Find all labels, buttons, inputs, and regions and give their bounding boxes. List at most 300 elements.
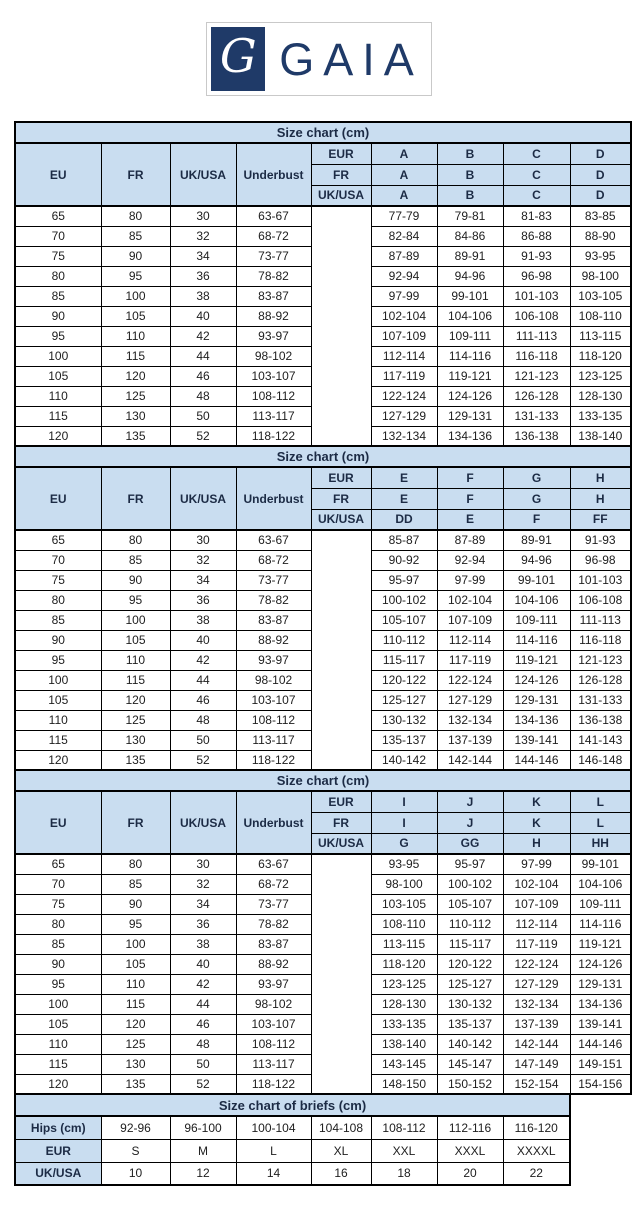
cell-ukusa: 36 (170, 914, 236, 934)
cell-cup-3: 119-121 (503, 650, 570, 670)
cell-eu: 75 (15, 246, 101, 266)
cell-cup-4: 106-108 (570, 590, 631, 610)
col-header-underbust: Underbust (236, 143, 311, 206)
cup-letter: F (437, 488, 503, 509)
cell-underbust: 78-82 (236, 914, 311, 934)
briefs-value: XXL (371, 1139, 437, 1162)
cell-eu: 65 (15, 206, 101, 226)
cell-eu: 110 (15, 710, 101, 730)
size-chart-table-2 (14, 445, 632, 771)
table-row (15, 854, 631, 874)
cell-eu: 90 (15, 630, 101, 650)
cell-ukusa: 46 (170, 690, 236, 710)
cell-underbust: 108-112 (236, 386, 311, 406)
cell-eu: 85 (15, 286, 101, 306)
cell-fr: 130 (101, 406, 170, 426)
cell-ukusa: 50 (170, 406, 236, 426)
briefs-value: 112-116 (437, 1116, 503, 1139)
briefs-value: 96-100 (170, 1116, 236, 1139)
cell-cup-2: 122-124 (437, 670, 503, 690)
cell-cup-1: 103-105 (371, 894, 437, 914)
cell-ukusa: 52 (170, 750, 236, 770)
cell-underbust: 78-82 (236, 590, 311, 610)
cell-underbust: 88-92 (236, 630, 311, 650)
spacer-cell (311, 530, 371, 770)
cup-letter: G (503, 488, 570, 509)
cell-cup-4: 88-90 (570, 226, 631, 246)
cell-cup-1: 132-134 (371, 426, 437, 446)
cell-cup-4: 138-140 (570, 426, 631, 446)
briefs-value: XXXXL (503, 1139, 570, 1162)
cell-underbust: 93-97 (236, 974, 311, 994)
col-header-fr: FR (101, 467, 170, 530)
cell-cup-1: 110-112 (371, 630, 437, 650)
cell-cup-1: 115-117 (371, 650, 437, 670)
cell-underbust: 73-77 (236, 570, 311, 590)
cell-underbust: 88-92 (236, 306, 311, 326)
cell-ukusa: 34 (170, 246, 236, 266)
cup-letter: HH (570, 833, 631, 854)
cell-ukusa: 42 (170, 326, 236, 346)
cell-underbust: 83-87 (236, 934, 311, 954)
cell-eu: 70 (15, 226, 101, 246)
size-chart-table-1 (14, 121, 632, 447)
cell-ukusa: 44 (170, 346, 236, 366)
briefs-value: 14 (236, 1162, 311, 1185)
cell-ukusa: 48 (170, 386, 236, 406)
cell-cup-1: 112-114 (371, 346, 437, 366)
cell-cup-2: 104-106 (437, 306, 503, 326)
cell-cup-2: 107-109 (437, 610, 503, 630)
header-row (15, 467, 631, 488)
briefs-value: XL (311, 1139, 371, 1162)
cell-ukusa: 46 (170, 1014, 236, 1034)
briefs-row (15, 1139, 570, 1162)
cell-cup-3: 96-98 (503, 266, 570, 286)
cell-underbust: 118-122 (236, 750, 311, 770)
cell-cup-4: 118-120 (570, 346, 631, 366)
cell-cup-2: 142-144 (437, 750, 503, 770)
cup-letter: L (570, 791, 631, 812)
cell-eu: 115 (15, 730, 101, 750)
cup-letter: FF (570, 509, 631, 530)
cell-cup-1: 148-150 (371, 1074, 437, 1094)
cell-eu: 65 (15, 530, 101, 550)
cell-eu: 75 (15, 570, 101, 590)
cell-ukusa: 34 (170, 570, 236, 590)
cell-eu: 80 (15, 266, 101, 286)
cell-fr: 115 (101, 670, 170, 690)
cell-cup-4: 93-95 (570, 246, 631, 266)
briefs-row (15, 1116, 570, 1139)
cell-cup-2: 95-97 (437, 854, 503, 874)
col-header-fr: FR (101, 143, 170, 206)
cell-cup-3: 91-93 (503, 246, 570, 266)
cell-eu: 120 (15, 426, 101, 446)
cell-cup-3: 152-154 (503, 1074, 570, 1094)
cell-cup-1: 128-130 (371, 994, 437, 1014)
col-header-ukusa: UK/USA (170, 143, 236, 206)
cup-letter: J (437, 791, 503, 812)
cell-underbust: 98-102 (236, 670, 311, 690)
briefs-table-title: Size chart of briefs (cm) (15, 1094, 570, 1116)
cell-cup-2: 79-81 (437, 206, 503, 226)
cup-letter: I (371, 791, 437, 812)
cell-underbust: 98-102 (236, 994, 311, 1014)
cell-fr: 100 (101, 610, 170, 630)
cell-cup-1: 100-102 (371, 590, 437, 610)
cell-cup-4: 144-146 (570, 1034, 631, 1054)
cell-cup-2: 109-111 (437, 326, 503, 346)
col-header-ukusa: UK/USA (170, 791, 236, 854)
title-row (15, 1094, 570, 1116)
col-header-ukusa: UK/USA (170, 467, 236, 530)
cell-underbust: 98-102 (236, 346, 311, 366)
cell-cup-3: 122-124 (503, 954, 570, 974)
cell-cup-2: 125-127 (437, 974, 503, 994)
cell-cup-2: 114-116 (437, 346, 503, 366)
cup-letter: E (371, 488, 437, 509)
cell-cup-2: 135-137 (437, 1014, 503, 1034)
briefs-row-label: Hips (cm) (15, 1116, 101, 1139)
cell-cup-3: 107-109 (503, 894, 570, 914)
cell-underbust: 83-87 (236, 286, 311, 306)
cell-underbust: 113-117 (236, 1054, 311, 1074)
cup-system-label: FR (311, 164, 371, 185)
cell-cup-1: 107-109 (371, 326, 437, 346)
cell-cup-1: 85-87 (371, 530, 437, 550)
col-header-underbust: Underbust (236, 467, 311, 530)
cell-ukusa: 32 (170, 874, 236, 894)
cup-letter: A (371, 164, 437, 185)
title-row (15, 122, 631, 143)
col-header-eu: EU (15, 791, 101, 854)
cell-cup-1: 123-125 (371, 974, 437, 994)
cell-underbust: 63-67 (236, 530, 311, 550)
cell-ukusa: 40 (170, 630, 236, 650)
cell-cup-1: 122-124 (371, 386, 437, 406)
cell-cup-3: 81-83 (503, 206, 570, 226)
cell-cup-3: 89-91 (503, 530, 570, 550)
cell-eu: 100 (15, 670, 101, 690)
briefs-value: XXXL (437, 1139, 503, 1162)
cell-cup-3: 126-128 (503, 386, 570, 406)
cell-ukusa: 50 (170, 730, 236, 750)
cell-ukusa: 36 (170, 266, 236, 286)
cup-letter: C (503, 185, 570, 206)
cell-fr: 105 (101, 954, 170, 974)
cell-eu: 80 (15, 590, 101, 610)
cell-fr: 85 (101, 226, 170, 246)
briefs-value: 10 (101, 1162, 170, 1185)
header-row (15, 791, 631, 812)
cell-underbust: 113-117 (236, 406, 311, 426)
cell-ukusa: 32 (170, 550, 236, 570)
cell-eu: 100 (15, 346, 101, 366)
cup-letter: F (437, 467, 503, 488)
cell-fr: 125 (101, 386, 170, 406)
cell-eu: 70 (15, 550, 101, 570)
cell-cup-2: 97-99 (437, 570, 503, 590)
cell-cup-4: 136-138 (570, 710, 631, 730)
cell-cup-2: 115-117 (437, 934, 503, 954)
cell-fr: 95 (101, 914, 170, 934)
cell-cup-3: 97-99 (503, 854, 570, 874)
col-header-eu: EU (15, 143, 101, 206)
cell-cup-4: 131-133 (570, 690, 631, 710)
cell-cup-3: 131-133 (503, 406, 570, 426)
cell-cup-4: 154-156 (570, 1074, 631, 1094)
table-title: Size chart (cm) (15, 770, 631, 791)
cell-cup-4: 121-123 (570, 650, 631, 670)
cell-cup-1: 135-137 (371, 730, 437, 750)
cell-fr: 135 (101, 750, 170, 770)
cell-cup-4: 133-135 (570, 406, 631, 426)
cell-cup-4: 91-93 (570, 530, 631, 550)
cell-fr: 125 (101, 710, 170, 730)
cell-cup-3: 112-114 (503, 914, 570, 934)
cell-ukusa: 50 (170, 1054, 236, 1074)
cell-fr: 80 (101, 854, 170, 874)
cell-cup-2: 87-89 (437, 530, 503, 550)
cup-letter: DD (371, 509, 437, 530)
cell-cup-1: 102-104 (371, 306, 437, 326)
cell-cup-3: 114-116 (503, 630, 570, 650)
cell-cup-3: 136-138 (503, 426, 570, 446)
cell-cup-3: 127-129 (503, 974, 570, 994)
cell-ukusa: 30 (170, 206, 236, 226)
cell-cup-3: 106-108 (503, 306, 570, 326)
cup-system-label: FR (311, 488, 371, 509)
cup-letter: L (570, 812, 631, 833)
cell-fr: 115 (101, 346, 170, 366)
cell-cup-4: 129-131 (570, 974, 631, 994)
cell-cup-4: 134-136 (570, 994, 631, 1014)
table-title: Size chart (cm) (15, 446, 631, 467)
cell-cup-1: 133-135 (371, 1014, 437, 1034)
cell-underbust: 108-112 (236, 710, 311, 730)
cell-cup-4: 124-126 (570, 954, 631, 974)
cell-cup-3: 139-141 (503, 730, 570, 750)
cell-underbust: 103-107 (236, 366, 311, 386)
cell-cup-1: 140-142 (371, 750, 437, 770)
cell-cup-3: 144-146 (503, 750, 570, 770)
cell-cup-1: 125-127 (371, 690, 437, 710)
cell-cup-2: 137-139 (437, 730, 503, 750)
cell-fr: 115 (101, 994, 170, 1014)
briefs-value: 100-104 (236, 1116, 311, 1139)
cup-system-label: UK/USA (311, 185, 371, 206)
cell-ukusa: 52 (170, 426, 236, 446)
cell-cup-2: 105-107 (437, 894, 503, 914)
cell-cup-2: 124-126 (437, 386, 503, 406)
cell-underbust: 68-72 (236, 550, 311, 570)
size-charts-stack (14, 121, 638, 1186)
gaia-logo (206, 22, 432, 96)
cell-underbust: 83-87 (236, 610, 311, 630)
cell-ukusa: 48 (170, 710, 236, 730)
cell-fr: 120 (101, 366, 170, 386)
cell-fr: 110 (101, 974, 170, 994)
cell-fr: 100 (101, 934, 170, 954)
cell-cup-1: 138-140 (371, 1034, 437, 1054)
cup-letter: F (503, 509, 570, 530)
cup-letter: E (371, 467, 437, 488)
cell-underbust: 118-122 (236, 1074, 311, 1094)
cell-fr: 105 (101, 306, 170, 326)
cell-underbust: 73-77 (236, 246, 311, 266)
cell-cup-1: 143-145 (371, 1054, 437, 1074)
cell-cup-1: 77-79 (371, 206, 437, 226)
cell-cup-3: 111-113 (503, 326, 570, 346)
cup-letter: D (570, 185, 631, 206)
cell-eu: 75 (15, 894, 101, 914)
briefs-row (15, 1162, 570, 1185)
cell-cup-4: 83-85 (570, 206, 631, 226)
cell-cup-1: 117-119 (371, 366, 437, 386)
cell-underbust: 63-67 (236, 854, 311, 874)
cell-underbust: 68-72 (236, 226, 311, 246)
cell-cup-4: 149-151 (570, 1054, 631, 1074)
cell-ukusa: 42 (170, 974, 236, 994)
cell-cup-2: 150-152 (437, 1074, 503, 1094)
cell-cup-3: 116-118 (503, 346, 570, 366)
cell-cup-1: 120-122 (371, 670, 437, 690)
briefs-row-label: UK/USA (15, 1162, 101, 1185)
cell-cup-4: 96-98 (570, 550, 631, 570)
cell-fr: 80 (101, 530, 170, 550)
cell-fr: 130 (101, 1054, 170, 1074)
cell-cup-2: 132-134 (437, 710, 503, 730)
cell-fr: 110 (101, 326, 170, 346)
cell-cup-3: 129-131 (503, 690, 570, 710)
cell-cup-1: 95-97 (371, 570, 437, 590)
cup-letter: G (503, 467, 570, 488)
cell-cup-3: 101-103 (503, 286, 570, 306)
spacer-cell (311, 206, 371, 446)
cell-cup-2: 110-112 (437, 914, 503, 934)
briefs-value: 12 (170, 1162, 236, 1185)
table-row (15, 206, 631, 226)
cell-cup-4: 104-106 (570, 874, 631, 894)
cell-fr: 120 (101, 690, 170, 710)
logo-monogram-box (211, 27, 265, 91)
cup-letter: C (503, 143, 570, 164)
header-row (15, 143, 631, 164)
cell-cup-3: 137-139 (503, 1014, 570, 1034)
cell-cup-3: 94-96 (503, 550, 570, 570)
cell-eu: 115 (15, 406, 101, 426)
cell-cup-3: 134-136 (503, 710, 570, 730)
size-chart-page (0, 22, 638, 1216)
cell-eu: 110 (15, 386, 101, 406)
cell-ukusa: 40 (170, 954, 236, 974)
cell-cup-4: 119-121 (570, 934, 631, 954)
cell-ukusa: 48 (170, 1034, 236, 1054)
cell-underbust: 118-122 (236, 426, 311, 446)
cell-ukusa: 52 (170, 1074, 236, 1094)
cell-cup-1: 90-92 (371, 550, 437, 570)
cell-cup-2: 145-147 (437, 1054, 503, 1074)
cell-fr: 90 (101, 894, 170, 914)
cell-underbust: 113-117 (236, 730, 311, 750)
cell-cup-4: 113-115 (570, 326, 631, 346)
cell-fr: 85 (101, 874, 170, 894)
cell-underbust: 93-97 (236, 326, 311, 346)
cell-eu: 90 (15, 954, 101, 974)
cell-cup-1: 92-94 (371, 266, 437, 286)
cup-system-label: EUR (311, 467, 371, 488)
cell-cup-1: 87-89 (371, 246, 437, 266)
cell-cup-1: 105-107 (371, 610, 437, 630)
cell-ukusa: 38 (170, 610, 236, 630)
cell-cup-3: 99-101 (503, 570, 570, 590)
cell-cup-1: 108-110 (371, 914, 437, 934)
cell-cup-4: 116-118 (570, 630, 631, 650)
size-chart-table-3 (14, 769, 632, 1095)
cell-cup-4: 98-100 (570, 266, 631, 286)
cell-cup-1: 93-95 (371, 854, 437, 874)
cell-eu: 95 (15, 650, 101, 670)
cell-cup-2: 99-101 (437, 286, 503, 306)
cell-underbust: 88-92 (236, 954, 311, 974)
briefs-value: S (101, 1139, 170, 1162)
cell-eu: 85 (15, 610, 101, 630)
cell-ukusa: 42 (170, 650, 236, 670)
cell-cup-3: 102-104 (503, 874, 570, 894)
cell-ukusa: 38 (170, 286, 236, 306)
cell-cup-4: 109-111 (570, 894, 631, 914)
cell-eu: 120 (15, 1074, 101, 1094)
briefs-value: 20 (437, 1162, 503, 1185)
cell-cup-4: 141-143 (570, 730, 631, 750)
cell-ukusa: 32 (170, 226, 236, 246)
col-header-eu: EU (15, 467, 101, 530)
cell-cup-1: 130-132 (371, 710, 437, 730)
briefs-value: 22 (503, 1162, 570, 1185)
cell-cup-2: 84-86 (437, 226, 503, 246)
cell-fr: 105 (101, 630, 170, 650)
cell-fr: 130 (101, 730, 170, 750)
cell-underbust: 68-72 (236, 874, 311, 894)
cell-ukusa: 44 (170, 670, 236, 690)
cell-cup-3: 109-111 (503, 610, 570, 630)
cell-cup-2: 117-119 (437, 650, 503, 670)
cell-cup-4: 128-130 (570, 386, 631, 406)
cell-cup-2: 140-142 (437, 1034, 503, 1054)
cup-letter: C (503, 164, 570, 185)
cell-cup-3: 117-119 (503, 934, 570, 954)
col-header-fr: FR (101, 791, 170, 854)
cell-eu: 80 (15, 914, 101, 934)
cell-eu: 95 (15, 974, 101, 994)
cell-cup-4: 139-141 (570, 1014, 631, 1034)
title-row (15, 770, 631, 791)
cell-cup-2: 89-91 (437, 246, 503, 266)
cell-underbust: 63-67 (236, 206, 311, 226)
cell-cup-2: 92-94 (437, 550, 503, 570)
cell-ukusa: 36 (170, 590, 236, 610)
cell-cup-2: 112-114 (437, 630, 503, 650)
cup-system-label: EUR (311, 791, 371, 812)
spacer-cell (311, 854, 371, 1094)
cell-cup-3: 124-126 (503, 670, 570, 690)
cell-cup-2: 134-136 (437, 426, 503, 446)
cell-eu: 110 (15, 1034, 101, 1054)
cell-cup-1: 118-120 (371, 954, 437, 974)
cell-eu: 120 (15, 750, 101, 770)
cell-cup-2: 129-131 (437, 406, 503, 426)
